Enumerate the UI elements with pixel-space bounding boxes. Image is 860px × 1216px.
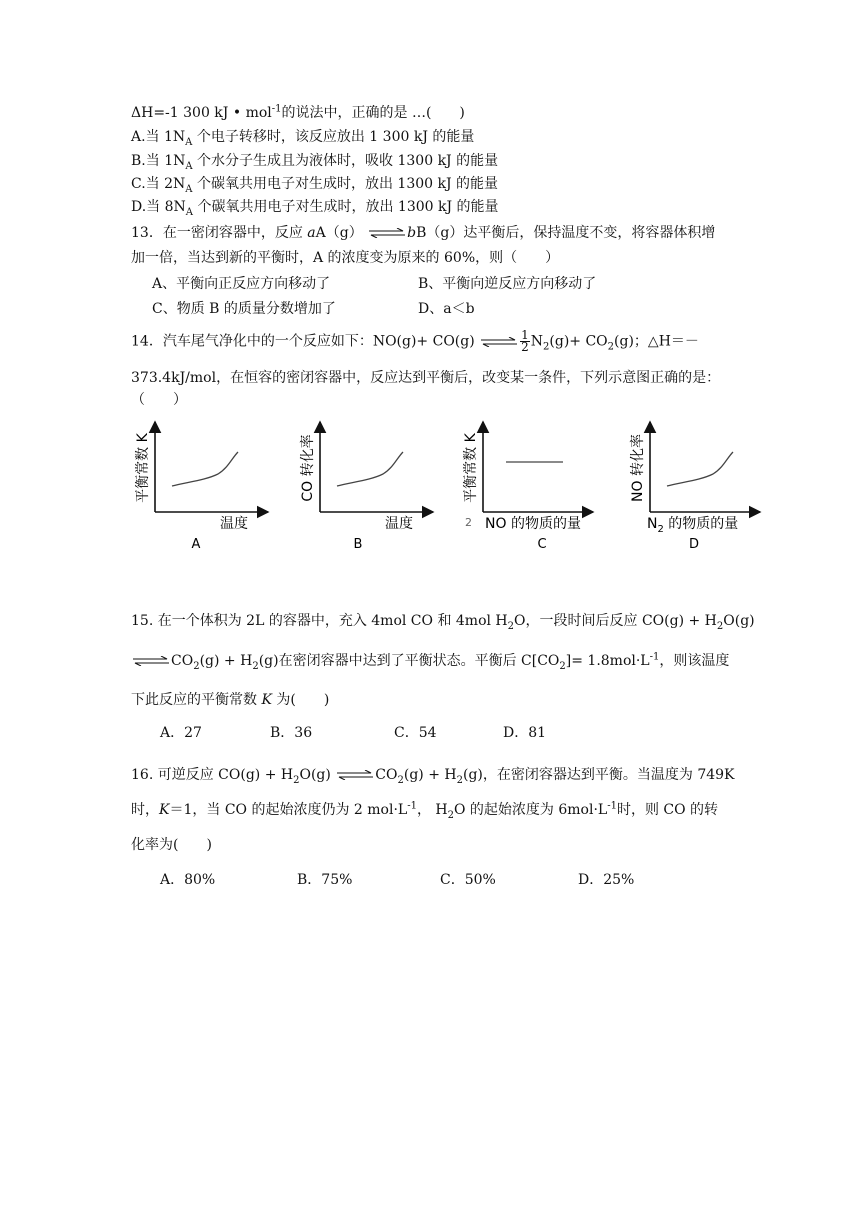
graph-d-curve [667,452,733,486]
q16-sub: 2 [293,774,300,786]
q15-text: ，则该温度 [659,653,730,669]
q16-stem-line3: 化率为( ) [131,837,212,853]
q13-text: 13．在一密闭容器中，反应 [131,225,308,241]
graph-d-xlabel-b: 的物质的量 [663,516,739,532]
q13-stem-line1 [131,223,715,243]
q12-option-text: D.当 8N [131,199,186,215]
q16-sub: 2 [397,774,404,786]
q16-stem-line1 [131,765,735,785]
q15-text: 15. 在一个体积为 2L 的容器中，充入 4mol CO 和 4mol H [131,613,508,629]
q15-option-a: A．27 [160,725,202,741]
q15-text: O，一段时间后反应 CO(g) + H [514,613,717,629]
q16-sup: -1 [407,800,417,812]
q15-sub: 2 [559,660,566,672]
q16-text: (g) + H [403,767,457,783]
q14-text: N [530,333,544,350]
q15-option-d: D．81 [503,725,547,741]
q16-option-d: D．25% [578,872,635,888]
q15-text: (g)在密闭容器中达到了平衡状态。平衡后 C[CO [258,653,560,669]
equilibrium-arrow-icon [131,656,171,666]
q12-option-b [131,151,498,171]
q14-text: (g)+ CO [549,333,608,350]
q13-text: A（g） [315,225,363,241]
q13-text: B（g）达平衡后，保持温度不变，将容器体积增 [416,225,716,241]
q15-text: ]= 1.8mol·L [565,653,650,669]
q15-stem-line3 [131,690,329,710]
graph-c-stray-mark: 2 [465,516,472,529]
equilibrium-arrow-icon [367,228,407,238]
graph-c [462,422,593,552]
graph-c-xlabel: NO 的物质的量 [485,516,581,532]
q12-stem-tail [131,103,465,123]
q16-text: 时， [131,802,159,818]
q16-text: 时，则 CO 的转 [616,802,719,818]
graph-b-xlabel: 温度 [385,516,413,532]
q16-option-c: C．50% [440,872,496,888]
q13-option-d: D、a＜b [418,301,475,317]
graph-d-xlabel [647,515,738,535]
q14-stem-line3: （ ） [131,392,187,408]
q15-sub: 2 [507,620,515,632]
q12-option-text: 个水分子生成且为液体时，吸收 1300 kJ 的能量 [192,153,499,169]
q13-option-a: A、平衡向正反应方向移动了 [152,276,331,292]
q12-option-sub: A [185,183,193,195]
q15-option-c: C．54 [394,725,437,741]
graph-c-letter: C [537,537,547,552]
q12-option-text: B.当 1N [131,153,186,169]
graph-c-ylabel: 平衡常数 K [463,433,479,503]
q14-sub: 2 [543,341,550,353]
q12-stem-text: ΔH=-1 300 kJ • mol [131,105,272,121]
q15-text: CO [171,653,194,669]
q13-coef-a: a [307,225,316,241]
q16-stem-line2 [131,800,718,820]
q16-text: CO [375,767,398,783]
graph-b-letter: B [353,537,363,552]
q16-text: ＝1，当 CO 的起始浓度仍为 2 mol·L [169,802,408,818]
q15-option-b: B．36 [270,725,313,741]
q16-option-b: B．75% [297,872,353,888]
q13-option-c: C、物质 B 的质量分数增加了 [152,301,336,317]
q16-option-a: A．80% [160,872,216,888]
equilibrium-arrow-icon [479,337,519,347]
q15-sub: 2 [252,660,259,672]
graph-a-curve [172,452,238,486]
q12-option-a [131,127,474,147]
q14-text: (g)；△H＝－ [614,333,699,350]
graph-a-xlabel: 温度 [220,516,248,532]
graph-b [300,422,433,552]
graph-b-ylabel: CO 转化率 [300,434,316,502]
q16-text: (g)，在密闭容器达到平衡。当温度为 749K [462,767,735,783]
graph-a-letter: A [191,537,201,552]
q12-option-sub: A [185,160,193,172]
q14-graphs [128,410,778,560]
graph-d-letter: D [688,537,700,552]
q16-sub: 2 [456,774,463,786]
graph-d-xlabel-sub: 2 [657,524,664,535]
graph-b-curve [337,452,403,486]
q14-text: 14．汽车尾气净化中的一个反应如下：NO(g)+ CO(g) [131,333,480,350]
q15-text: 下此反应的平衡常数 [131,692,262,708]
graph-a-ylabel: 平衡常数 K [135,433,151,503]
q12-option-sub: A [185,206,194,218]
graph-d-xlabel-a: N [647,516,658,532]
q15-stem-line2 [131,651,729,671]
q16-text: O(g) [299,767,336,783]
graph-d [630,422,760,552]
fraction-one-half [520,330,530,353]
q16-sub: 2 [447,809,454,821]
graph-d-ylabel: NO 转化率 [630,434,646,502]
q16-text: 16. 可逆反应 CO(g) + H [131,767,294,783]
q13-stem-line2: 加一倍，当达到新的平衡时，A 的浓度变为原来的 60%，则（ ） [131,250,560,266]
q15-sup: -1 [649,651,660,663]
q14-sub: 2 [607,341,615,353]
q14-stem-line2: 373.4kJ/mol，在恒容的密闭容器中，反应达到平衡后，改变某一条件，下列示意图正确的是： [131,370,721,386]
q16-text: O 的起始浓度为 6mol·L [454,802,608,818]
q12-option-text: 个电子转移时，该反应放出 1 300 kJ 的能量 [192,129,475,145]
graph-a [134,422,268,552]
fraction-numerator: 1 [521,328,529,342]
q15-sub: 2 [716,620,724,632]
q16-sup: -1 [607,800,617,812]
q12-stem-sup: -1 [271,103,282,115]
q12-option-c [131,174,498,194]
q13-option-b: B、平衡向逆反应方向移动了 [418,276,597,292]
q15-k-symbol: K [261,692,272,708]
q16-k-symbol: K [159,802,170,818]
q12-option-d [131,197,499,217]
q12-option-text: C.当 2N [131,176,186,192]
q12-stem-text-2: 的说法中，正确的是 …( ) [281,105,465,121]
q12-option-text: A.当 1N [131,129,186,145]
q12-option-text: 个碳氧共用电子对生成时，放出 1300 kJ 的能量 [192,176,499,192]
equilibrium-arrow-icon [335,770,375,780]
q13-coef-b: b [407,225,417,241]
q15-sub: 2 [193,660,200,672]
q12-option-sub: A [185,136,193,148]
q15-text: (g) + H [199,653,253,669]
q15-text: 为( ) [271,692,330,708]
q15-text: O(g) [723,613,755,629]
fraction-denominator: 2 [521,340,529,354]
q14-stem-line1 [131,330,699,353]
q15-stem-line1 [131,611,755,631]
q16-text: ， H [416,802,448,818]
q12-option-text: 个碳氧共用电子对生成时，放出 1300 kJ 的能量 [193,199,499,215]
